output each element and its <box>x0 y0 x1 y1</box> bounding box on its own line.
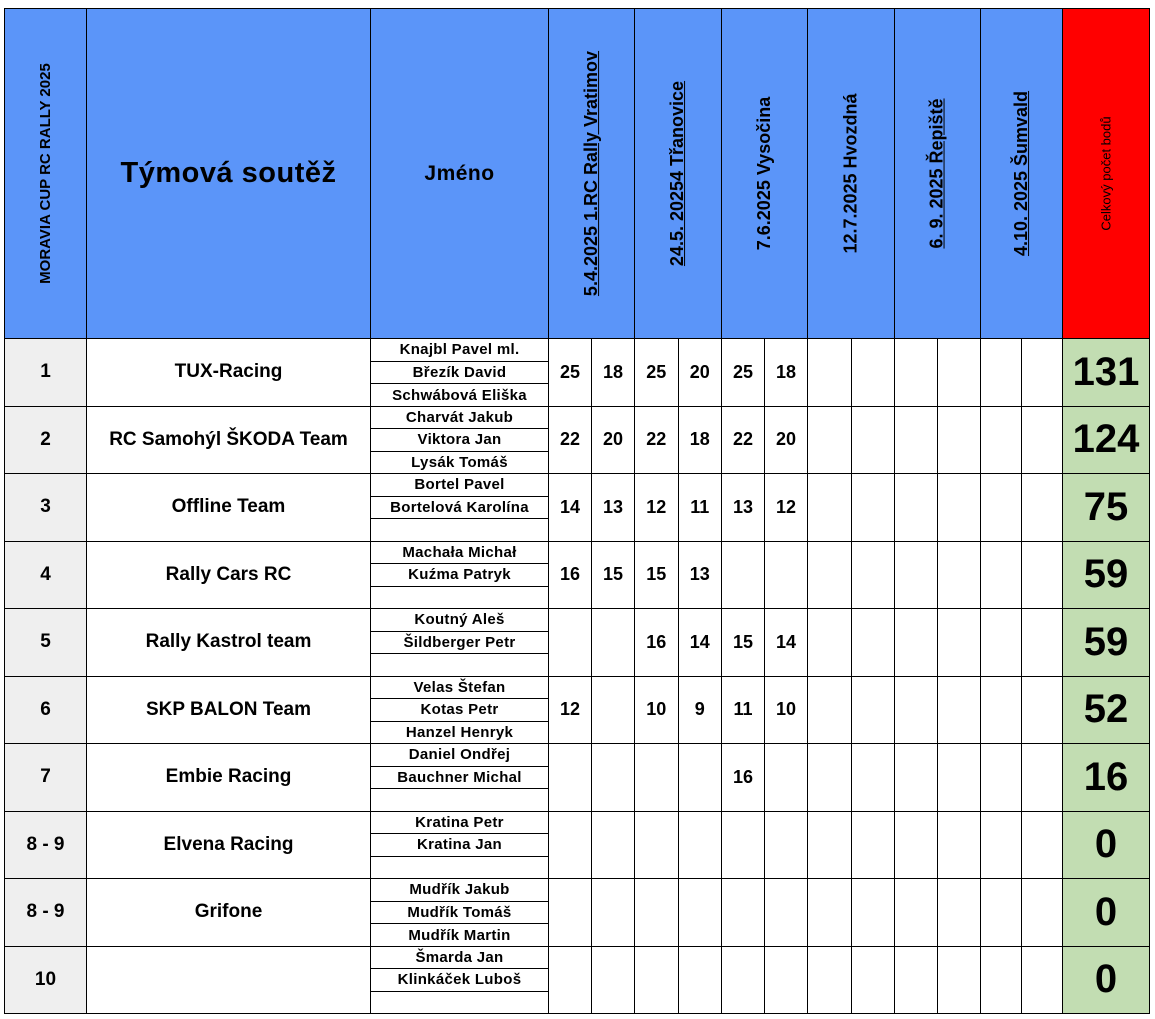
score-cell: 16 <box>634 608 679 677</box>
score-cell <box>807 743 852 812</box>
total-points-cell: 124 <box>1062 406 1150 475</box>
event-header-label: 24.5. 20254 Třanovice <box>667 80 688 267</box>
member-name: Kotas Petr <box>371 699 548 722</box>
event-header-label: 5.4.2025 1.RC Rally Vratimov <box>581 50 602 297</box>
rank-cell: 4 <box>4 541 87 610</box>
score-cell <box>894 811 938 880</box>
score-cell <box>937 878 981 947</box>
rank-cell: 2 <box>4 406 87 475</box>
event-header-6 <box>980 8 1063 339</box>
team-name-cell: Offline Team <box>86 473 371 542</box>
total-points-cell: 75 <box>1062 473 1150 542</box>
score-cell <box>980 878 1022 947</box>
score-cell <box>807 338 852 407</box>
event-header-4 <box>807 8 895 339</box>
score-cell <box>764 811 808 880</box>
event-header-3 <box>721 8 808 339</box>
score-cell: 25 <box>548 338 592 407</box>
event-header-1 <box>548 8 635 339</box>
members-cell <box>370 338 549 407</box>
rank-cell: 8 - 9 <box>4 878 87 947</box>
score-cell <box>851 878 896 947</box>
score-cell: 25 <box>634 338 679 407</box>
rank-cell: 1 <box>4 338 87 407</box>
member-name: Šildberger Petr <box>371 632 548 655</box>
score-cell <box>980 946 1022 1015</box>
score-cell <box>1021 608 1063 677</box>
score-cell <box>591 743 635 812</box>
score-cell: 14 <box>548 473 592 542</box>
score-cell <box>678 878 723 947</box>
team-name-cell: Embie Racing <box>86 743 371 812</box>
score-cell <box>937 946 981 1015</box>
competition-title: Týmová soutěž <box>120 157 337 189</box>
score-cell <box>894 608 938 677</box>
team-name-cell: Elvena Racing <box>86 811 371 880</box>
member-name <box>371 992 548 1015</box>
member-name: Kratina Petr <box>371 812 548 835</box>
score-cell <box>937 676 981 745</box>
member-name: Mudřík Tomáš <box>371 902 548 925</box>
member-name: Bortelová Karolína <box>371 497 548 520</box>
score-cell <box>634 811 679 880</box>
score-cell <box>764 743 808 812</box>
score-cell <box>851 676 896 745</box>
score-cell <box>937 473 981 542</box>
members-cell <box>370 406 549 475</box>
score-cell <box>548 743 592 812</box>
score-cell <box>851 946 896 1015</box>
members-cell <box>370 811 549 880</box>
member-name: Schwábová Eliška <box>392 386 527 404</box>
score-cell: 13 <box>721 473 765 542</box>
members-cell <box>370 608 549 677</box>
event-header-label: 7.6.2025 Vysočina <box>754 96 775 251</box>
score-cell <box>548 878 592 947</box>
score-cell: 12 <box>548 676 592 745</box>
member-name: Březík David <box>371 362 548 385</box>
score-cell <box>980 406 1022 475</box>
score-cell <box>807 946 852 1015</box>
score-cell <box>894 946 938 1015</box>
member-name: Charvát Jakub <box>371 407 548 430</box>
member-name: Daniel Ondřej <box>371 744 548 767</box>
score-cell: 11 <box>721 676 765 745</box>
total-points-cell: 59 <box>1062 541 1150 610</box>
score-cell <box>851 406 896 475</box>
total-column-header <box>1062 8 1150 339</box>
score-cell: 18 <box>591 338 635 407</box>
score-cell <box>807 406 852 475</box>
members-cell <box>370 676 549 745</box>
score-cell <box>980 473 1022 542</box>
score-cell <box>764 878 808 947</box>
score-cell <box>678 811 723 880</box>
competition-title-cell <box>86 8 371 339</box>
score-cell <box>937 338 981 407</box>
members-cell <box>370 878 549 947</box>
members-cell <box>370 743 549 812</box>
score-cell <box>1021 811 1063 880</box>
score-cell <box>894 541 938 610</box>
score-cell: 15 <box>591 541 635 610</box>
name-column-label: Jméno <box>424 161 495 185</box>
score-cell: 18 <box>678 406 723 475</box>
rank-cell: 10 <box>4 946 87 1015</box>
score-cell <box>807 541 852 610</box>
score-cell: 20 <box>764 406 808 475</box>
member-name <box>371 789 548 812</box>
score-cell: 13 <box>591 473 635 542</box>
score-cell: 10 <box>764 676 808 745</box>
score-cell <box>721 541 765 610</box>
score-cell <box>894 676 938 745</box>
score-cell <box>1021 338 1063 407</box>
total-points-cell: 52 <box>1062 676 1150 745</box>
score-cell <box>851 473 896 542</box>
score-cell <box>851 608 896 677</box>
score-cell: 15 <box>634 541 679 610</box>
member-name <box>371 857 548 880</box>
score-cell <box>548 811 592 880</box>
member-name: Koutný Aleš <box>371 609 548 632</box>
score-cell <box>678 743 723 812</box>
score-cell <box>1021 541 1063 610</box>
score-cell <box>851 811 896 880</box>
total-points-cell: 59 <box>1062 608 1150 677</box>
event-header-label: 6. 9. 2025 Řepiště <box>927 98 947 249</box>
member-name: Knajbl Pavel ml. <box>371 339 548 362</box>
members-cell <box>370 946 549 1015</box>
score-cell <box>634 946 679 1015</box>
score-cell <box>851 541 896 610</box>
member-name <box>371 654 548 677</box>
total-points-cell: 16 <box>1062 743 1150 812</box>
score-cell <box>937 608 981 677</box>
event-header-label: 4.10. 2025 Šumvald <box>1011 90 1032 257</box>
score-cell <box>937 743 981 812</box>
name-column-header <box>370 8 549 339</box>
member-name: Viktora Jan <box>371 429 548 452</box>
total-points-cell: 0 <box>1062 878 1150 947</box>
score-cell <box>1021 406 1063 475</box>
event-header-label: 12.7.2025 Hvozdná <box>840 93 861 254</box>
score-cell <box>764 946 808 1015</box>
team-name-cell: Grifone <box>86 878 371 947</box>
team-name-cell: Rally Kastrol team <box>86 608 371 677</box>
score-cell <box>807 676 852 745</box>
member-name: Šmarda Jan <box>371 947 548 970</box>
member-name <box>371 519 548 542</box>
score-cell: 20 <box>591 406 635 475</box>
score-cell <box>721 946 765 1015</box>
rank-cell: 3 <box>4 473 87 542</box>
team-name-cell: TUX-Racing <box>86 338 371 407</box>
score-cell <box>894 473 938 542</box>
score-cell: 14 <box>764 608 808 677</box>
score-cell <box>937 541 981 610</box>
score-cell <box>591 811 635 880</box>
score-cell <box>980 676 1022 745</box>
rank-cell: 7 <box>4 743 87 812</box>
score-cell <box>764 541 808 610</box>
score-cell <box>937 811 981 880</box>
score-cell: 20 <box>678 338 723 407</box>
total-column-label: Celkový počet bodů <box>1098 116 1114 231</box>
score-cell: 18 <box>764 338 808 407</box>
score-cell <box>980 541 1022 610</box>
member-name: Klinkáček Luboš <box>371 969 548 992</box>
score-cell <box>721 878 765 947</box>
score-cell: 14 <box>678 608 723 677</box>
score-cell <box>678 946 723 1015</box>
score-cell <box>1021 743 1063 812</box>
score-cell <box>548 608 592 677</box>
member-name: Mudřík Martin <box>408 926 511 944</box>
score-cell <box>894 743 938 812</box>
score-cell: 15 <box>721 608 765 677</box>
member-name: Hanzel Henryk <box>405 724 514 742</box>
score-cell: 16 <box>548 541 592 610</box>
score-cell <box>851 338 896 407</box>
score-cell: 10 <box>634 676 679 745</box>
event-header-5 <box>894 8 981 339</box>
score-cell: 12 <box>634 473 679 542</box>
total-points-cell: 131 <box>1062 338 1150 407</box>
score-cell <box>1021 946 1063 1015</box>
team-name-cell <box>86 946 371 1015</box>
score-cell <box>807 811 852 880</box>
score-cell: 16 <box>721 743 765 812</box>
standings-table <box>4 8 1150 1014</box>
score-cell: 13 <box>678 541 723 610</box>
score-cell: 22 <box>721 406 765 475</box>
score-cell <box>980 338 1022 407</box>
cup-title-cell <box>4 8 87 339</box>
rank-cell: 5 <box>4 608 87 677</box>
score-cell <box>807 608 852 677</box>
score-cell <box>591 608 635 677</box>
score-cell: 25 <box>721 338 765 407</box>
members-cell <box>370 541 549 610</box>
score-cell <box>1021 878 1063 947</box>
score-cell: 12 <box>764 473 808 542</box>
member-name: Kuźma Patryk <box>371 564 548 587</box>
member-name: Bauchner Michal <box>371 767 548 790</box>
score-cell <box>894 878 938 947</box>
cup-title: MORAVIA CUP RC RALLY 2025 <box>37 63 54 284</box>
team-name-cell: Rally Cars RC <box>86 541 371 610</box>
score-cell <box>591 676 635 745</box>
member-name: Lysák Tomáš <box>411 454 508 472</box>
score-cell <box>634 878 679 947</box>
rank-cell: 6 <box>4 676 87 745</box>
score-cell <box>894 338 938 407</box>
score-cell <box>980 608 1022 677</box>
member-name: Bortel Pavel <box>371 474 548 497</box>
score-cell <box>591 946 635 1015</box>
total-points-cell: 0 <box>1062 811 1150 880</box>
score-cell <box>894 406 938 475</box>
member-name: Machała Michał <box>371 542 548 565</box>
event-header-2 <box>634 8 722 339</box>
score-cell <box>980 743 1022 812</box>
score-cell <box>980 811 1022 880</box>
score-cell <box>721 811 765 880</box>
score-cell <box>634 743 679 812</box>
score-cell: 11 <box>678 473 723 542</box>
score-cell: 22 <box>548 406 592 475</box>
total-points-cell: 0 <box>1062 946 1150 1015</box>
team-name-cell: RC Samohýl ŠKODA Team <box>86 406 371 475</box>
member-name: Mudřík Jakub <box>371 879 548 902</box>
score-cell <box>548 946 592 1015</box>
score-cell: 22 <box>634 406 679 475</box>
rank-cell: 8 - 9 <box>4 811 87 880</box>
score-cell <box>807 473 852 542</box>
score-cell <box>1021 676 1063 745</box>
score-cell <box>937 406 981 475</box>
members-cell <box>370 473 549 542</box>
team-name-cell: SKP BALON Team <box>86 676 371 745</box>
score-cell <box>851 743 896 812</box>
member-name: Velas Štefan <box>371 677 548 700</box>
score-cell <box>807 878 852 947</box>
member-name <box>371 587 548 610</box>
score-cell <box>1021 473 1063 542</box>
score-cell: 9 <box>678 676 723 745</box>
score-cell <box>591 878 635 947</box>
member-name: Kratina Jan <box>371 834 548 857</box>
